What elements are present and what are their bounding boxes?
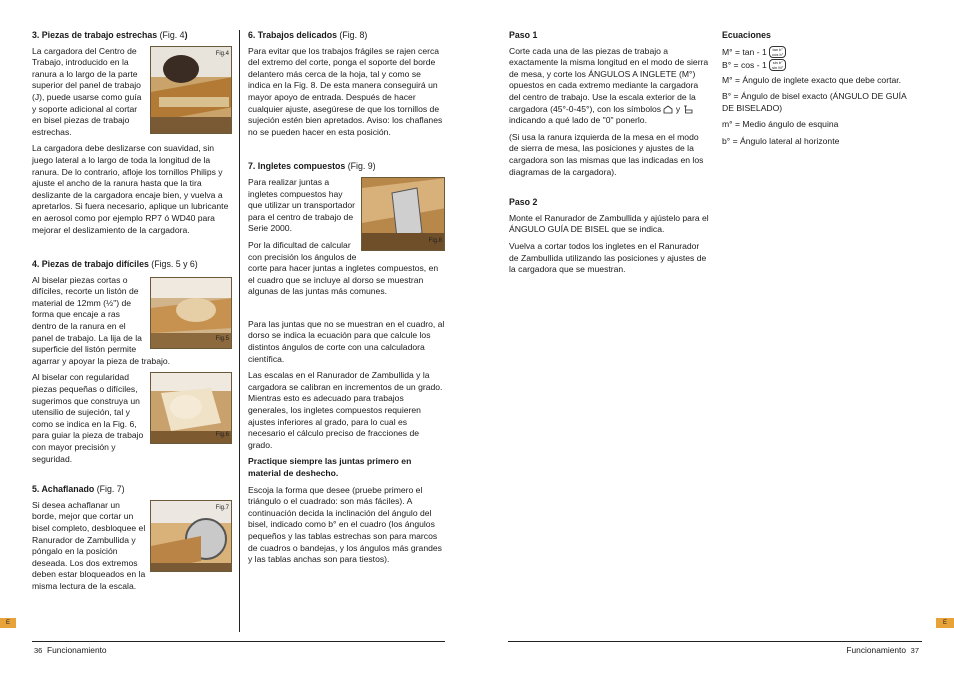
section-6-paragraph-1: Para evitar que los trabajos frágiles se rajen cerca del extremo del corte, ponga el soporte del borde delantero más cerca de la hoja, tal y como se indica en la Fig. 8. De esta manera conseguirá un mayor apoyo de entrada. Después de hacer cualquier ajuste, asegúrese de que los tornillos de sujeción estén bien apretados. Aviso: los chaflanes no se pueden hacer en esta posición.: [248, 45, 443, 137]
definition-m-half: m° = Medio ángulo de esquina: [722, 119, 839, 130]
section-7-paragraph-6: Escoja la forma que desee (pruebe primero el triángulo o el cuadrado: son más fáciles). A continuación decida la inclinación del ángulo del bisel, indicado como b° en el cuadro (los ángulos pequeños y las tablas estrechas son para marcos de cuadros o bandejas, y los ángulos más grandes y las tablas anchas son para tiestos).: [248, 484, 442, 565]
left-page-number: 36: [34, 646, 43, 655]
section-7-paragraph-3: Para las juntas que no se muestran en el cuadro, al dorso se indica la ecuación para que calcule los distintos ángulos de corte con una calculadora científica.: [248, 318, 445, 364]
left-footer-title: Funcionamiento: [47, 645, 107, 655]
fig6-label: Fig.6: [215, 431, 229, 438]
right-column-1: [509, 30, 709, 281]
section-3-paragraph-2: La cargadora debe deslizarse con suavidad, sin juego lateral a lo largo de toda la longitud de la ranura. De lo contrario, afloje los tornillos Philips y ajuste el ancho de la ranura hasta que la tira deslizante de la cargadora encaje bien, y vuelva a apretarlos. Si fuera necesario, aplique un lubricante en aerosol como por ejemplo RP7 ó WD40 para mejorar el deslizamiento de la cargadora.: [32, 143, 229, 235]
section-3-paragraph-1: La cargadora del Centro de Trabajo, introducido en la ranura a lo largo de la parte superior del panel de trabajo (J), puede usarse como guía y soporte adicional al cortar en bisel piezas de trabajo estrechas.: [32, 45, 142, 137]
fig5-label: Fig.5: [215, 336, 229, 343]
fig6-photo: [150, 372, 232, 444]
ecuaciones-heading: Ecuaciones: [722, 30, 771, 40]
right-footer: [846, 645, 919, 655]
definition-m: M° = Ángulo de inglete exacto que debe cortar.: [722, 74, 902, 85]
right-column-2: [722, 30, 920, 153]
left-footer: [34, 645, 107, 655]
right-page-number: 37: [910, 646, 919, 655]
section-7-paragraph-2: Por la dificultad de calcular con precisión los ángulos de corte para hacer juntas a ingletes compuestos, en el cuadro que se incluye al dorso se muestran algunas de las juntas más comunes.: [248, 239, 439, 297]
equation-m: M° = tan - 1 tan b° cos b°: [722, 46, 920, 59]
section-5-paragraph-1: Si desea achaflanar un borde, mejor que cortar un bisel completo, desbloquee el Ranurador de Zambullida y póngalo en la posición deseada. Los dos extremos deben estar bloqueados en la misma lectura de la escala.: [32, 499, 146, 591]
section-7-paragraph-5: Practique siempre las juntas primero en material de deshecho.: [248, 456, 412, 478]
fig5-photo: [150, 277, 232, 349]
section-7-paragraph-1: Para realizar juntas a ingletes compuestos hay que utilizar un transportador para el centro de trabajo de Serie 2000.: [248, 176, 356, 234]
section-4-paragraph-2: Al biselar con regularidad piezas pequeñas o difíciles, sugerimos que construya un utensilio de sujeción, tal y como se indica en la Fig. 6, para guiar la pieza de trabajo con mayor precisión y seguridad.: [32, 372, 144, 464]
right-house-symbol-icon: [683, 105, 693, 114]
section-5-heading: 5. Achaflanado (Fig. 7): [32, 484, 125, 495]
equation-b: B° = cos - 1 sin b° sin M°: [722, 59, 920, 72]
column-divider: [239, 30, 240, 632]
right-footer-title: Funcionamiento: [846, 645, 906, 655]
paso-2-paragraph-1: Monte el Ranurador de Zambullida y ajústelo para el ÁNGULO GUÍA DE BISEL que se indica.: [509, 212, 709, 235]
fig8-photo: [361, 177, 445, 251]
equation-b-fraction: sin b° sin M°: [769, 59, 786, 71]
equation-m-fraction: tan b° cos b°: [769, 46, 786, 58]
paso-2-heading: Paso 2: [509, 197, 538, 208]
paso-1-paragraph-1: Corte cada una de las piezas de trabajo a exactamente la misma longitud en el modo de sierra de mesa, y corte los ÁNGULOS A INGLETE (M°) opuestos en cada extremo mediante la cargadora del centro de trabajo. Use la escala exterior de la cargadora (45°-0-45°), con los símbolos y indicando a qué lado de "0" ponerlo.: [509, 45, 709, 126]
section-4-paragraph-1: Al biselar piezas cortas o difíciles, recorte un listón de material de 12mm (½") de forma que encaje a ras dentro de la ranura en el panel de trabajo. La lija de la superficie del listón permite agarrar y apoyar la pieza de trabajo.: [32, 274, 171, 366]
fig7-photo: [150, 500, 232, 572]
section-3-heading: 3. Piezas de trabajo estrechas (Fig. 4): [32, 30, 188, 40]
section-6-heading: 6. Trabajos delicados (Fig. 8): [248, 30, 368, 40]
fig7-label: Fig.7: [215, 504, 229, 511]
fig4-label: Fig.4: [215, 50, 229, 57]
fig4-photo: [150, 46, 232, 134]
left-column-1: [32, 30, 232, 598]
left-column-2: [248, 30, 445, 571]
definition-b: B° = Ángulo de bisel exacto (ÁNGULO DE GUÍA DE BISELADO): [722, 91, 907, 113]
paso-2-paragraph-2: Vuelva a cortar todos los ingletes en el Ranurador de Zambullida utilizando las posiciones y ajustes de la cargadora que se muestran.: [509, 240, 707, 275]
right-footer-rule: [508, 641, 922, 642]
section-7-paragraph-4: Las escalas en el Ranurador de Zambullida y la cargadora se calibran en incrementos de un grado. Mientras esto es adecuado para trabajos generales, los ingletes compuestos requieren ajustes inferiores al grado, para lo cual es necesario el cálculo preciso de fracciones de grado.: [248, 370, 443, 450]
definition-b-side: b° = Ángulo lateral al horizonte: [722, 135, 840, 146]
section-7-heading: 7. Ingletes compuestos (Fig. 9): [248, 161, 376, 172]
left-language-tab: E: [0, 618, 16, 628]
paso-1-paragraph-2: (Si usa la ranura izquierda de la mesa en el modo de sierra de mesa, las posiciones y ajustes de la cargadora son las mismas que las indicadas en los diagramas de la cargadora).: [509, 131, 704, 177]
left-footer-rule: [32, 641, 445, 642]
left-house-symbol-icon: [663, 105, 673, 114]
section-4-heading: 4. Piezas de trabajo difíciles (Figs. 5 y 6): [32, 259, 198, 270]
fig8-label: Fig.8: [428, 238, 442, 245]
right-language-tab: E: [936, 618, 954, 628]
paso-1-heading: Paso 1: [509, 30, 538, 40]
